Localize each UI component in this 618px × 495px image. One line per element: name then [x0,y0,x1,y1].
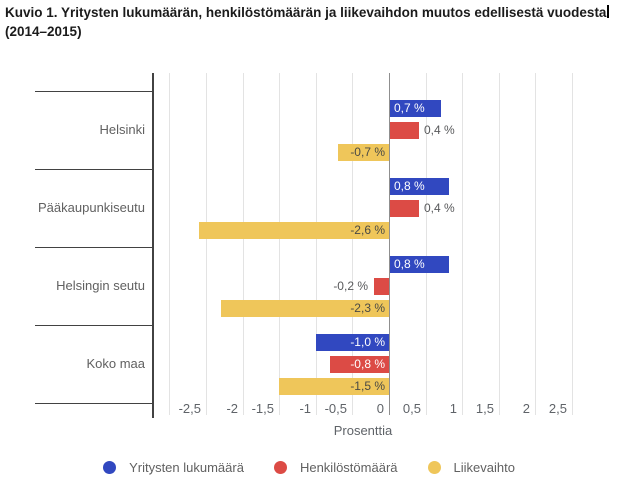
legend-item [428,460,515,475]
gridline [462,73,463,415]
bar-value-label: -1,0 % [350,335,385,349]
x-tick-label: 2,5 [548,401,567,416]
x-tick-label: 0 [376,401,384,416]
gridline [316,73,317,415]
gridline [169,73,170,415]
legend-label: Henkilöstömäärä [299,460,398,475]
bar-value-label: 0,8 % [394,179,425,193]
category-label: Koko maa [86,356,145,371]
chart-title-line2: (2014–2015) [5,24,82,39]
category-axis-line [152,73,154,418]
legend-item [274,460,398,475]
x-tick-label: -0,5 [324,401,347,416]
category-label: Helsinki [99,122,145,137]
x-tick-label: 0,5 [402,401,421,416]
category-label: Helsingin seutu [56,278,145,293]
x-tick-label: 1 [449,401,457,416]
category-label: Pääkaupunkiseutu [38,200,145,215]
x-tick-label: -2 [226,401,238,416]
bar-value-label: 0,4 % [424,123,455,137]
chart-title [5,3,611,41]
gridline [499,73,500,415]
x-tick-label: -2,5 [178,401,201,416]
legend-label: Liikevaihto [453,460,515,475]
bar-value-label: -0,2 % [333,279,368,293]
legend-swatch-icon [274,461,287,474]
bar-value-label: 0,8 % [394,257,425,271]
legend-label: Yritysten lukumäärä [129,460,244,475]
gridline [243,73,244,415]
x-axis-title: Prosenttia [333,423,393,438]
bar-value-label: 0,7 % [394,101,425,115]
legend-swatch-icon [103,461,116,474]
chart-title-line1: Kuvio 1. Yritysten lukumäärän, henkilöstömäärän ja liikevaihdon muutos edellisestä vuodesta [5,5,607,20]
bar-value-label: -0,8 % [350,357,385,371]
x-tick-label: 1,5 [475,401,494,416]
bar-value-label: 0,4 % [424,201,455,215]
gridline [279,73,280,415]
x-tick-label: 2 [522,401,530,416]
gridline [535,73,536,415]
bar[interactable] [390,200,419,217]
bar[interactable] [390,122,419,139]
legend-item [103,460,244,475]
x-tick-label: -1,5 [251,401,274,416]
bar-value-label: -1,5 % [350,379,385,393]
chart-legend [0,460,618,475]
bar-value-label: -2,6 % [350,223,385,237]
category-tick-line [35,403,153,404]
text-caret-icon [607,5,609,18]
legend-swatch-icon [428,461,441,474]
bar-value-label: -2,3 % [350,301,385,315]
gridline [572,73,573,415]
bar-value-label: -0,7 % [350,145,385,159]
gridline [206,73,207,415]
bar[interactable] [374,278,389,295]
x-tick-label: -1 [299,401,311,416]
